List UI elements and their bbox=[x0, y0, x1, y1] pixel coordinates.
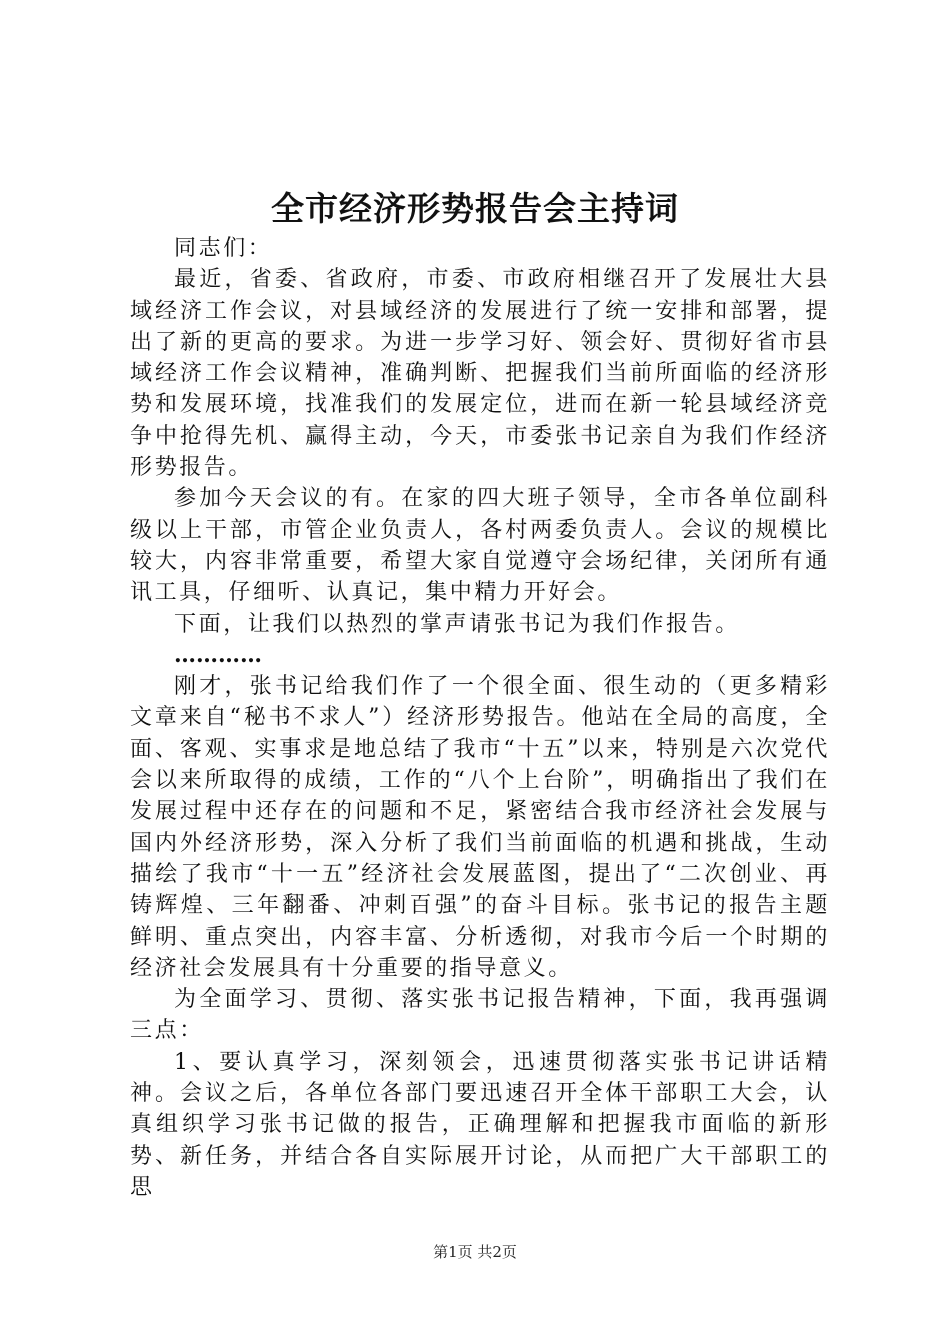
body-paragraph: 刚才，张书记给我们作了一个很全面、很生动的（更多精彩文章来自“秘书不求人”）经济形势报告。他站在全局的高度，全面、客观、实事求是地总结了我市“十五”以来，特别是六次党代会以来所取得的成绩，工作的“八个上台阶”，明确指出了我们在发展过程中还存在的问题和不足，紧密结合我市经济社会发展与国内外经济形势，深入分析了我们当前面临的机遇和挑战，生动描绘了我市“十一五”经济社会发展蓝图，提出了“二次创业、再铸辉煌、三年翻番、冲刺百强”的奋斗目标。张书记的报告主题鲜明、重点突出，内容丰富、分析透彻，对我市今后一个时期的经济社会发展具有十分重要的指导意义。 bbox=[130, 674, 830, 981]
body-paragraph: 最近，省委、省政府，市委、市政府相继召开了发展壮大县域经济工作会议，对县域经济的发展进行了统一安排和部署，提出了新的更高的要求。为进一步学习好、领会好、贯彻好省市县域经济工作会议精神，准确判断、把握我们当前所面临的经济形势和发展环境，找准我们的发展定位，进而在新一轮县域经济竞争中抢得先机、赢得主动，今天，市委张书记亲自为我们作经济形势报告。 bbox=[130, 267, 830, 481]
greeting-paragraph: 同志们： bbox=[174, 236, 273, 261]
page-footer: 第1页 共2页 bbox=[433, 1243, 517, 1261]
body-paragraph: 为全面学习、贯彻、落实张书记报告精神，下面，我再强调三点： bbox=[130, 987, 830, 1044]
body-paragraph: 参加今天会议的有。在家的四大班子领导，全市各单位副科级以上干部，市管企业负责人，各村两委负责人。会议的规模比较大，内容非常重要，希望大家自觉遵守会场纪律，关闭所有通讯工具，仔细听、认真记，集中精力开好会。 bbox=[130, 486, 830, 606]
ellipsis-separator: ………… bbox=[174, 641, 262, 668]
document-title: 全市经济形势报告会主持词 bbox=[271, 189, 679, 228]
body-paragraph: 1、要认真学习，深刻领会，迅速贯彻落实张书记讲话精神。会议之后，各单位各部门要迅速召开全体干部职工大会，认真组织学习张书记做的报告，正确理解和把握我市面临的新形势、新任务，并结合各自实际展开讨论，从而把广大干部职工的思 bbox=[130, 1049, 830, 1200]
document-body bbox=[130, 233, 830, 1203]
body-paragraph: 下面，让我们以热烈的掌声请张书记为我们作报告。 bbox=[174, 611, 740, 637]
